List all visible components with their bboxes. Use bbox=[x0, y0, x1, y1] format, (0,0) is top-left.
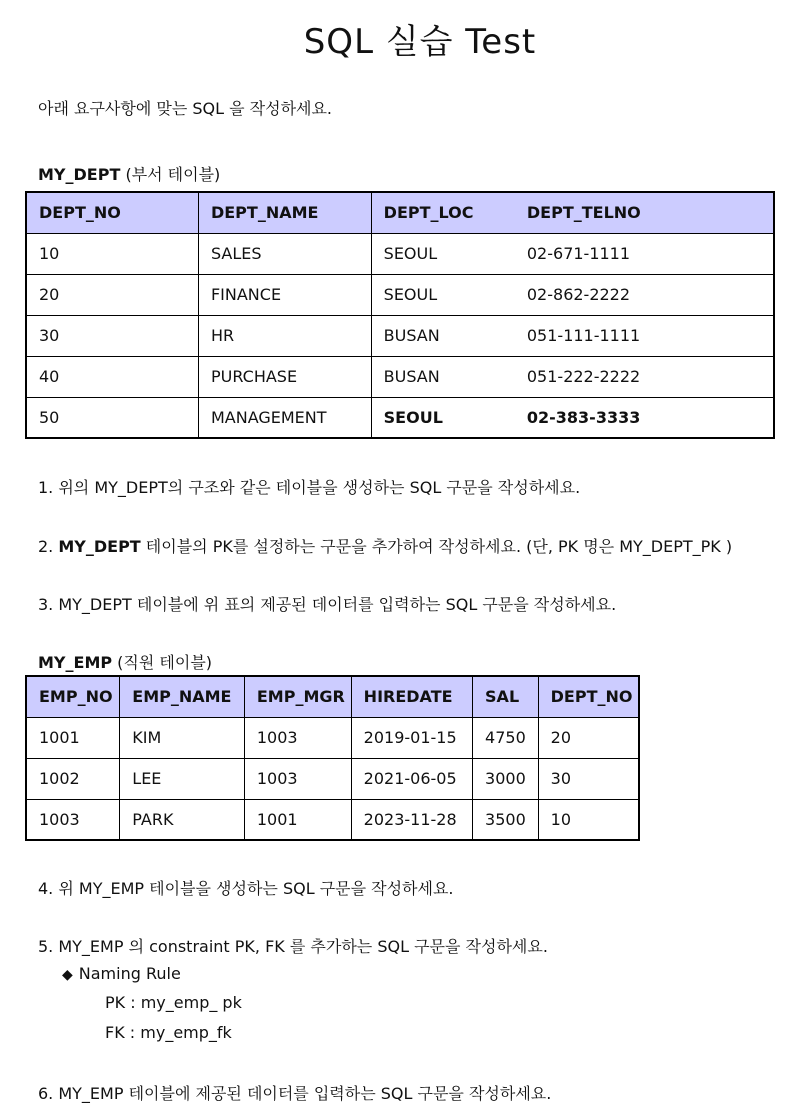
dept-table-caption bbox=[38, 162, 220, 185]
table-cell: 02-671-1111 bbox=[515, 233, 774, 274]
intro-text: 아래 요구사항에 맞는 SQL 을 작성하세요. bbox=[38, 99, 333, 118]
dept-caption-name: MY_DEPT bbox=[38, 165, 121, 184]
table-row bbox=[26, 274, 774, 315]
fk-rule: FK : my_emp_fk bbox=[105, 1023, 232, 1042]
table-cell: LEE bbox=[120, 758, 245, 799]
question-2-number: 2. bbox=[38, 537, 59, 556]
table-row bbox=[26, 799, 639, 840]
question-2 bbox=[38, 534, 732, 557]
naming-rule bbox=[62, 964, 181, 983]
question-5: 5. MY_EMP 의 constraint PK, FK 를 추가하는 SQL 구문을 작성하세요. bbox=[38, 937, 548, 956]
diamond-bullet-icon: ◆ bbox=[62, 967, 73, 983]
table-cell: 1003 bbox=[244, 717, 351, 758]
table-cell: 20 bbox=[26, 274, 198, 315]
table-header-cell: DEPT_NO bbox=[26, 192, 198, 233]
table-cell: 50 bbox=[26, 397, 198, 438]
table-cell: 4750 bbox=[473, 717, 539, 758]
emp-caption-name: MY_EMP bbox=[38, 653, 113, 672]
table-cell: 40 bbox=[26, 356, 198, 397]
table-header-cell: EMP_NO bbox=[26, 676, 120, 717]
table-row bbox=[26, 233, 774, 274]
table-cell: 10 bbox=[538, 799, 639, 840]
question-4: 4. 위 MY_EMP 테이블을 생성하는 SQL 구문을 작성하세요. bbox=[38, 879, 454, 898]
table-row bbox=[26, 356, 774, 397]
table-header-row bbox=[26, 676, 639, 717]
question-1: 1. 위의 MY_DEPT의 구조와 같은 테이블을 생성하는 SQL 구문을 작성하세요. bbox=[38, 478, 581, 497]
table-cell: BUSAN bbox=[371, 356, 515, 397]
table-cell: 1002 bbox=[26, 758, 120, 799]
table-cell: 3500 bbox=[473, 799, 539, 840]
table-header-cell: EMP_NAME bbox=[120, 676, 245, 717]
table-cell: PURCHASE bbox=[198, 356, 371, 397]
table-header-cell: SAL bbox=[473, 676, 539, 717]
table-row bbox=[26, 758, 639, 799]
emp-table bbox=[25, 675, 640, 841]
table-cell: 1003 bbox=[244, 758, 351, 799]
emp-table-caption bbox=[38, 650, 212, 673]
table-cell: MANAGEMENT bbox=[198, 397, 371, 438]
table-cell: KIM bbox=[120, 717, 245, 758]
table-header-cell: EMP_MGR bbox=[244, 676, 351, 717]
table-cell: SALES bbox=[198, 233, 371, 274]
naming-rule-label: Naming Rule bbox=[78, 964, 181, 983]
table-cell: PARK bbox=[120, 799, 245, 840]
table-cell: 1003 bbox=[26, 799, 120, 840]
table-cell: 02-862-2222 bbox=[515, 274, 774, 315]
table-cell: 2019-01-15 bbox=[351, 717, 472, 758]
table-row bbox=[26, 717, 639, 758]
table-cell: BUSAN bbox=[371, 315, 515, 356]
table-cell: 30 bbox=[538, 758, 639, 799]
table-header-cell: HIREDATE bbox=[351, 676, 472, 717]
table-cell: 2023-11-28 bbox=[351, 799, 472, 840]
table-header-row bbox=[26, 192, 774, 233]
question-6: 6. MY_EMP 테이블에 제공된 데이터를 입력하는 SQL 구문을 작성하세요. bbox=[38, 1084, 552, 1103]
table-cell: 051-222-2222 bbox=[515, 356, 774, 397]
table-cell: SEOUL bbox=[371, 397, 515, 438]
table-cell: 2021-06-05 bbox=[351, 758, 472, 799]
table-cell: 3000 bbox=[473, 758, 539, 799]
table-cell: 30 bbox=[26, 315, 198, 356]
question-3: 3. MY_DEPT 테이블에 위 표의 제공된 데이터를 입력하는 SQL 구문을 작성하세요. bbox=[38, 595, 617, 614]
dept-table bbox=[25, 191, 775, 439]
page-title: SQL 실습 Test bbox=[303, 22, 537, 62]
table-cell: HR bbox=[198, 315, 371, 356]
dept-caption-desc: (부서 테이블) bbox=[120, 165, 221, 184]
table-row bbox=[26, 315, 774, 356]
question-2-text: 테이블의 PK를 설정하는 구문을 추가하여 작성하세요. (단, PK 명은 MY_DEPT_PK ) bbox=[140, 537, 733, 556]
table-cell: 02-383-3333 bbox=[515, 397, 774, 438]
pk-rule: PK : my_emp_ pk bbox=[105, 993, 242, 1012]
table-cell: SEOUL bbox=[371, 274, 515, 315]
table-cell: 1001 bbox=[244, 799, 351, 840]
emp-caption-desc: (직원 테이블) bbox=[112, 653, 213, 672]
table-cell: FINANCE bbox=[198, 274, 371, 315]
table-cell: 1001 bbox=[26, 717, 120, 758]
table-header-cell: DEPT_NO bbox=[538, 676, 639, 717]
table-header-cell: DEPT_LOC bbox=[371, 192, 515, 233]
table-row bbox=[26, 397, 774, 438]
table-header-cell: DEPT_TELNO bbox=[515, 192, 774, 233]
table-cell: 051-111-1111 bbox=[515, 315, 774, 356]
table-cell: 10 bbox=[26, 233, 198, 274]
table-cell: 20 bbox=[538, 717, 639, 758]
table-header-cell: DEPT_NAME bbox=[198, 192, 371, 233]
table-cell: SEOUL bbox=[371, 233, 515, 274]
question-2-table-name: MY_DEPT bbox=[58, 537, 141, 556]
